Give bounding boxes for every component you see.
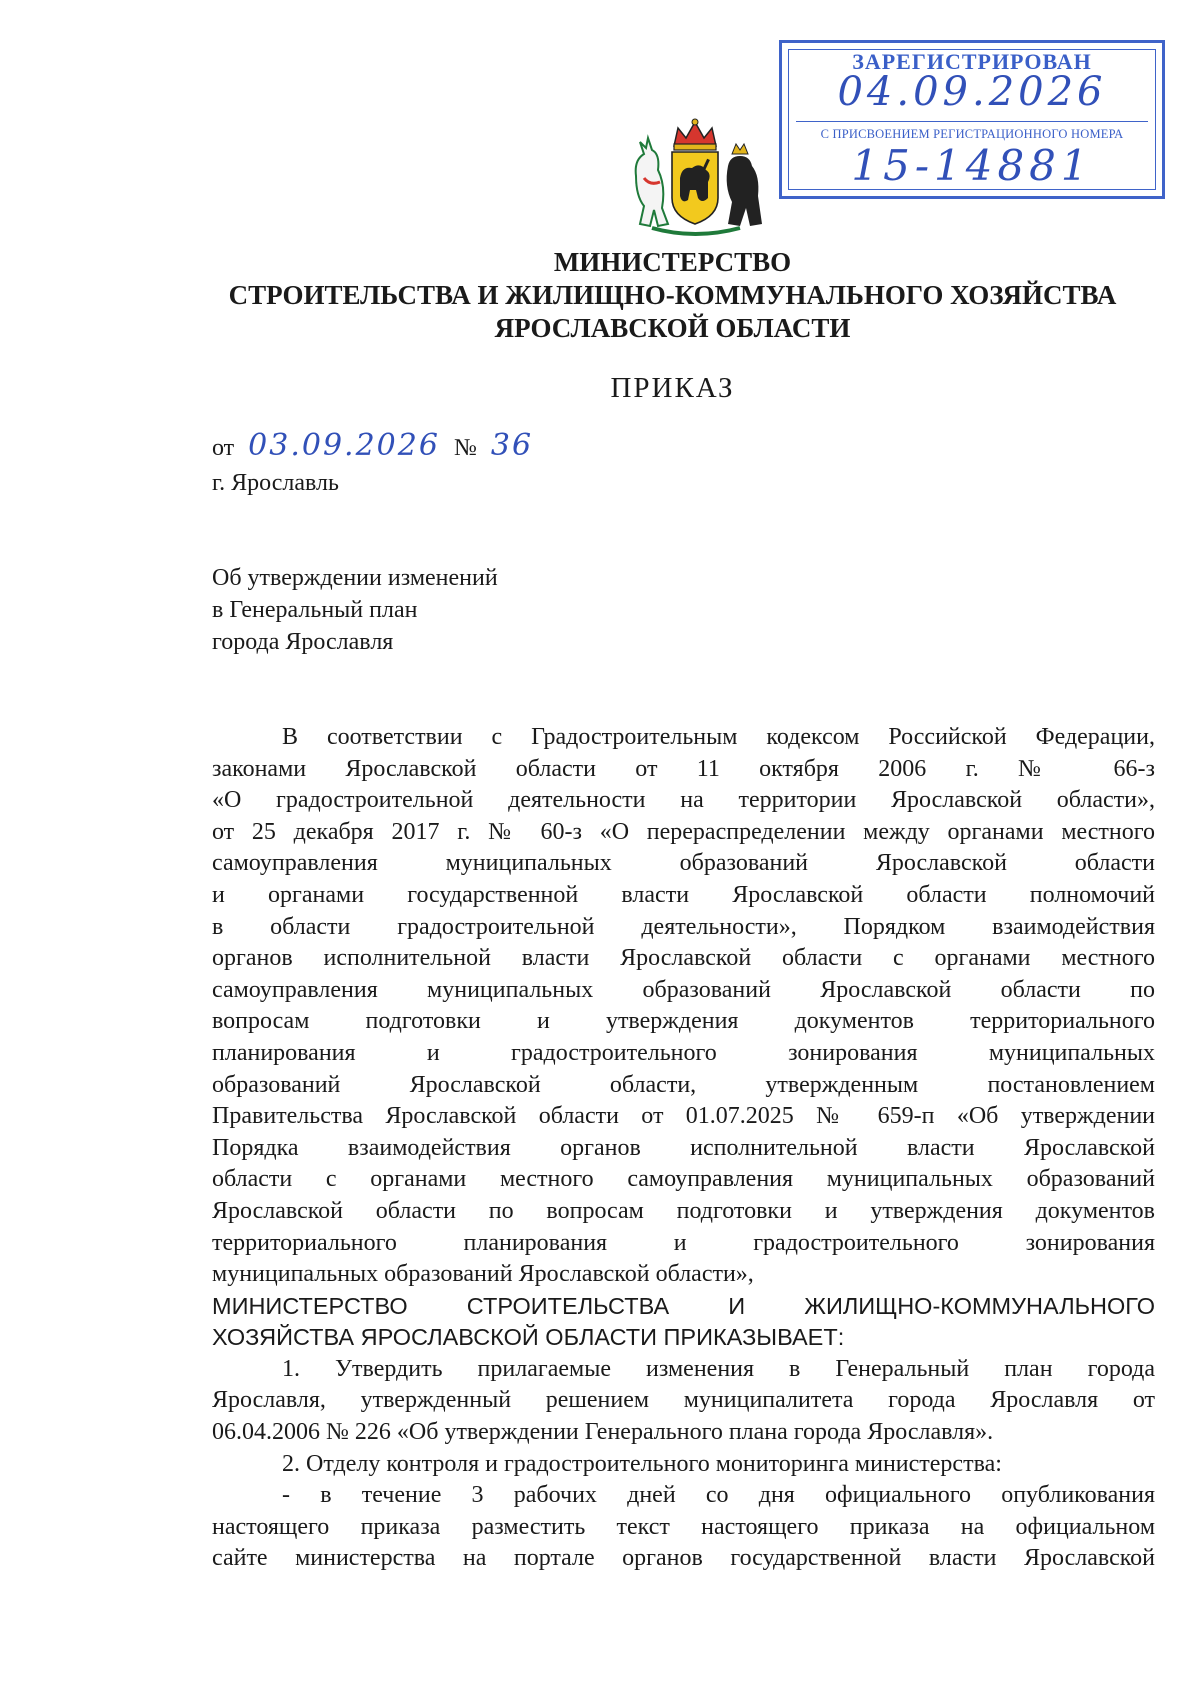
body-line: Правительства Ярославской области от 01.07.2025 № 659-п «Об утверждении <box>212 1103 1155 1130</box>
body-line: В соответствии с Градостроительным кодексом Российской Федерации, <box>282 724 1155 750</box>
body-line: и органами государственной власти Ярославской области полномочий <box>212 881 1155 908</box>
registration-stamp <box>779 40 1165 199</box>
body-line: территориального планирования и градостроительного зонирования <box>212 1229 1155 1256</box>
ministry-name: СТРОИТЕЛЬСТВА И ЖИЛИЩНО-КОММУНАЛЬНОГО ХОЗЯЙСТВА <box>228 280 1117 310</box>
ministry-title: МИНИСТЕРСТВО <box>553 247 792 277</box>
number-sign: № <box>453 435 477 461</box>
order-subject <box>212 562 498 658</box>
body-line: вопросам подготовки и утверждения документов территориального <box>212 1008 1155 1035</box>
body-line-caps: МИНИСТЕРСТВО СТРОИТЕЛЬСТВА И ЖИЛИЩНО-КОММУНАЛЬНОГО <box>212 1292 1155 1319</box>
body-line: области с органами местного самоуправления муниципальных образований <box>212 1166 1155 1193</box>
body-line: 06.04.2006 № 226 «Об утверждении Генерального плана города Ярославля». <box>212 1419 994 1446</box>
body-line: - в течение 3 рабочих дней со дня официального опубликования <box>282 1482 1155 1509</box>
coat-of-arms-icon <box>622 116 768 240</box>
handwritten-date: 03.09.2026 <box>248 428 440 463</box>
body-line: 2. Отделу контроля и градостроительного мониторинга министерства: <box>282 1450 1002 1477</box>
body-line: от 25 декабря 2017 г. № 60-з «О перераспределении между органами местного <box>212 818 1155 845</box>
ministry-region: ЯРОСЛАВСКОЙ ОБЛАСТИ <box>494 313 851 343</box>
order-body <box>212 722 1155 1575</box>
body-line: муниципальных образований Ярославской области», <box>212 1261 754 1288</box>
body-line: Ярославля, утвержденный решением муниципалитета города Ярославля от <box>212 1387 1155 1414</box>
body-line: самоуправления муниципальных образований Ярославской области <box>212 850 1155 877</box>
stamp-date: 04.09.2026 <box>837 69 1107 115</box>
body-line: Ярославской области по вопросам подготовки и утверждения документов <box>212 1197 1155 1224</box>
stamp-divider <box>796 121 1148 122</box>
city: г. Ярославль <box>212 470 339 496</box>
order-date-line <box>212 428 541 463</box>
body-line: планирования и градостроительного зонирования муниципальных <box>212 1039 1155 1066</box>
subject-line: в Генеральный план <box>212 597 418 623</box>
body-line: законами Ярославской области от 11 октября 2006 г. № 66-з <box>212 755 1155 782</box>
body-line: сайте министерства на портале органов государственной власти Ярославской <box>212 1545 1155 1572</box>
body-line: в области градостроительной деятельности», Порядком взаимодействия <box>212 913 1155 940</box>
handwritten-number: 36 <box>490 428 534 463</box>
subject-line: Об утверждении изменений <box>212 565 498 591</box>
date-prefix: от <box>212 435 235 461</box>
body-line-caps: ХОЗЯЙСТВА ЯРОСЛАВСКОЙ ОБЛАСТИ ПРИКАЗЫВАЕТ: <box>212 1324 845 1351</box>
stamp-divider-bottom <box>796 189 1148 190</box>
subject-line: города Ярославля <box>212 629 394 655</box>
body-line: органов исполнительной власти Ярославской области с органами местного <box>212 945 1155 972</box>
body-line: «О градостроительной деятельности на территории Ярославской области», <box>212 787 1155 814</box>
stamp-reg-number: 15-14881 <box>851 141 1093 190</box>
stamp-subtitle: С ПРИСВОЕНИЕМ РЕГИСТРАЦИОННОГО НОМЕРА <box>820 127 1124 141</box>
body-line: настоящего приказа разместить текст настоящего приказа на официальном <box>212 1513 1155 1540</box>
body-line: самоуправления муниципальных образований Ярославской области по <box>212 976 1155 1003</box>
body-line: 1. Утвердить прилагаемые изменения в Генеральный план города <box>282 1355 1155 1382</box>
document-type: ПРИКАЗ <box>610 372 735 404</box>
body-line: образований Ярославской области, утвержденным постановлением <box>212 1071 1155 1098</box>
stamp-title: ЗАРЕГИСТРИРОВАН <box>852 49 1092 74</box>
body-line: Порядка взаимодействия органов исполнительной власти Ярославской <box>212 1134 1155 1161</box>
